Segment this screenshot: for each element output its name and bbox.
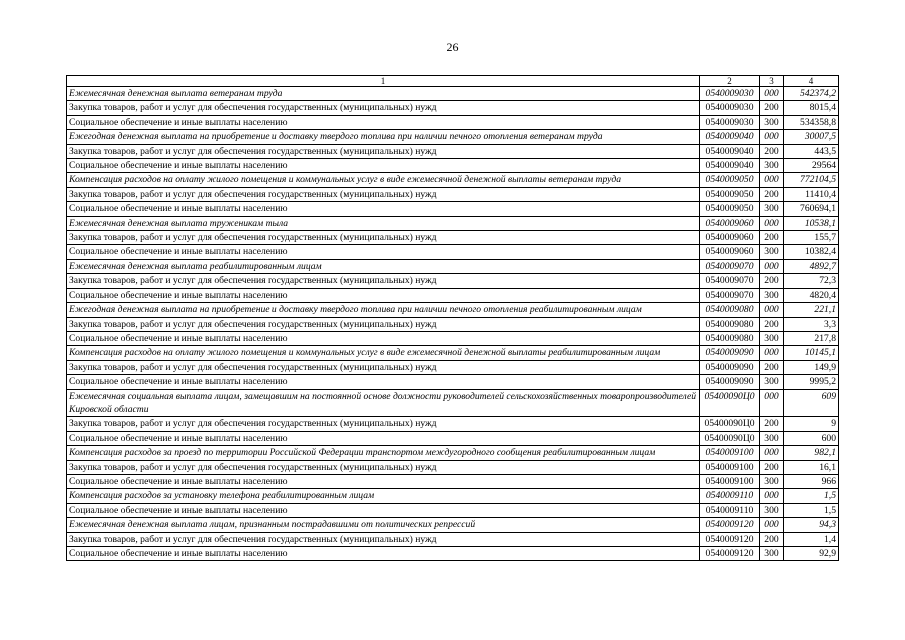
row-target-code: 0540009050 [700,187,760,201]
row-expense-type: 300 [760,547,784,561]
table-body [67,76,839,561]
row-amount: 94,3 [784,518,839,532]
row-target-code: 0540009100 [700,474,760,488]
row-target-code: 0540009090 [700,375,760,389]
header-col-2: 2 [700,76,760,87]
table-row [67,187,839,201]
row-description: Закупка товаров, работ и услуг для обеспечения государственных (муниципальных) нужд [67,532,700,546]
row-description: Социальное обеспечение и иные выплаты населению [67,431,700,445]
row-expense-type: 200 [760,101,784,115]
row-target-code: 0540009090 [700,360,760,374]
row-expense-type: 000 [760,389,784,417]
row-amount: 10145,1 [784,346,839,360]
table-row [67,245,839,259]
table-row [67,87,839,101]
row-amount: 16,1 [784,460,839,474]
row-expense-type: 000 [760,518,784,532]
row-description: Ежемесячная денежная выплата лицам, признанным пострадавшими от политических репрессий [67,518,700,532]
table-row [67,202,839,216]
row-target-code: 0540009100 [700,446,760,460]
row-description: Ежемесячная денежная выплата реабилитированным лицам [67,259,700,273]
row-expense-type: 300 [760,159,784,173]
row-amount: 1,4 [784,532,839,546]
row-description: Закупка товаров, работ и услуг для обеспечения государственных (муниципальных) нужд [67,187,700,201]
row-amount: 760694,1 [784,202,839,216]
row-description: Закупка товаров, работ и услуг для обеспечения государственных (муниципальных) нужд [67,360,700,374]
row-expense-type: 000 [760,87,784,101]
row-expense-type: 200 [760,274,784,288]
header-col-3: 3 [760,76,784,87]
row-amount: 772104,5 [784,173,839,187]
table-row [67,503,839,517]
table-row [67,518,839,532]
row-description: Закупка товаров, работ и услуг для обеспечения государственных (муниципальных) нужд [67,317,700,331]
header-col-1: 1 [67,76,700,87]
row-target-code: 0540009110 [700,489,760,503]
row-amount: 29564 [784,159,839,173]
row-expense-type: 200 [760,317,784,331]
row-expense-type: 200 [760,231,784,245]
row-amount: 149,9 [784,360,839,374]
row-target-code: 0540009060 [700,245,760,259]
row-description: Закупка товаров, работ и услуг для обеспечения государственных (муниципальных) нужд [67,417,700,431]
table-row [67,331,839,345]
row-target-code: 0540009080 [700,331,760,345]
row-amount: 9995,2 [784,375,839,389]
row-description: Ежемесячная денежная выплата труженикам тыла [67,216,700,230]
row-target-code: 0540009090 [700,346,760,360]
row-amount: 1,5 [784,503,839,517]
row-target-code: 0540009110 [700,503,760,517]
table-row [67,115,839,129]
row-target-code: 0540009070 [700,288,760,302]
row-target-code: 0540009060 [700,231,760,245]
row-description: Ежегодная денежная выплата на приобретение и доставку твердого топлива при наличии печного отопления ветеранам труда [67,130,700,144]
row-target-code: 0540009120 [700,518,760,532]
row-description: Социальное обеспечение и иные выплаты населению [67,547,700,561]
row-expense-type: 200 [760,460,784,474]
page-number: 26 [446,40,459,54]
row-expense-type: 300 [760,245,784,259]
row-expense-type: 300 [760,474,784,488]
row-expense-type: 000 [760,130,784,144]
row-target-code: 05400090Ц0 [700,389,760,417]
row-expense-type: 000 [760,446,784,460]
row-target-code: 0540009060 [700,216,760,230]
row-expense-type: 300 [760,375,784,389]
row-amount: 443,5 [784,144,839,158]
row-description: Социальное обеспечение и иные выплаты населению [67,115,700,129]
row-target-code: 0540009050 [700,173,760,187]
row-target-code: 0540009070 [700,259,760,273]
table-row [67,159,839,173]
table-row [67,489,839,503]
row-expense-type: 200 [760,417,784,431]
row-expense-type: 000 [760,259,784,273]
row-target-code: 05400090Ц0 [700,417,760,431]
row-amount: 8015,4 [784,101,839,115]
table-row [67,417,839,431]
header-col-4: 4 [784,76,839,87]
row-description: Социальное обеспечение и иные выплаты населению [67,331,700,345]
row-description: Компенсация расходов за проезд по территории Российской Федерации транспортом междугородного сообщения реабилитированным лицам [67,446,700,460]
row-target-code: 0540009040 [700,130,760,144]
table-row [67,317,839,331]
table-row [67,532,839,546]
row-target-code: 05400090Ц0 [700,431,760,445]
row-target-code: 0540009080 [700,303,760,317]
row-amount: 600 [784,431,839,445]
row-description: Компенсация расходов на оплату жилого помещения и коммунальных услуг в виде ежемесячной денежной выплаты реабилитированным лицам [67,346,700,360]
table-row [67,431,839,445]
row-description: Ежемесячная социальная выплата лицам, замещавшим на постоянной основе должности руководителей сельскохозяйственных товаропроизводителей Кировской области [67,389,700,417]
row-amount: 3,3 [784,317,839,331]
row-description: Ежегодная денежная выплата на приобретение и доставку твердого топлива при наличии печного отопления реабилитированным лицам [67,303,700,317]
row-expense-type: 300 [760,503,784,517]
row-expense-type: 000 [760,173,784,187]
row-target-code: 0540009120 [700,532,760,546]
row-amount: 217,8 [784,331,839,345]
table-row [67,144,839,158]
row-amount: 4820,4 [784,288,839,302]
table-row [67,547,839,561]
row-amount: 10382,4 [784,245,839,259]
table-row [67,389,839,417]
row-amount: 609 [784,389,839,417]
table-row [67,303,839,317]
row-description: Закупка товаров, работ и услуг для обеспечения государственных (муниципальных) нужд [67,101,700,115]
row-amount: 4892,7 [784,259,839,273]
row-expense-type: 200 [760,360,784,374]
row-expense-type: 200 [760,187,784,201]
row-amount: 155,7 [784,231,839,245]
row-amount: 534358,8 [784,115,839,129]
budget-table [66,75,839,561]
row-target-code: 0540009080 [700,317,760,331]
row-description: Социальное обеспечение и иные выплаты населению [67,202,700,216]
row-target-code: 0540009040 [700,159,760,173]
row-amount: 966 [784,474,839,488]
row-target-code: 0540009050 [700,202,760,216]
row-amount: 10538,1 [784,216,839,230]
table-row [67,375,839,389]
row-amount: 92,9 [784,547,839,561]
row-expense-type: 000 [760,489,784,503]
row-target-code: 0540009030 [700,101,760,115]
row-description: Компенсация расходов за установку телефона реабилитированным лицам [67,489,700,503]
row-description: Социальное обеспечение и иные выплаты населению [67,375,700,389]
row-amount: 221,1 [784,303,839,317]
row-description: Социальное обеспечение и иные выплаты населению [67,474,700,488]
row-amount: 982,1 [784,446,839,460]
table-row [67,446,839,460]
row-expense-type: 300 [760,115,784,129]
row-description: Компенсация расходов на оплату жилого помещения и коммунальных услуг в виде ежемесячной денежной выплаты ветеранам труда [67,173,700,187]
row-description: Социальное обеспечение и иные выплаты населению [67,288,700,302]
table-row [67,259,839,273]
row-target-code: 0540009100 [700,460,760,474]
row-description: Закупка товаров, работ и услуг для обеспечения государственных (муниципальных) нужд [67,144,700,158]
row-description: Социальное обеспечение и иные выплаты населению [67,159,700,173]
row-expense-type: 000 [760,303,784,317]
table-row [67,231,839,245]
row-amount: 11410,4 [784,187,839,201]
row-expense-type: 200 [760,144,784,158]
row-expense-type: 300 [760,331,784,345]
row-expense-type: 300 [760,431,784,445]
row-target-code: 0540009040 [700,144,760,158]
table-row [67,460,839,474]
row-description: Закупка товаров, работ и услуг для обеспечения государственных (муниципальных) нужд [67,460,700,474]
table-row [67,101,839,115]
row-expense-type: 200 [760,532,784,546]
row-expense-type: 000 [760,216,784,230]
row-expense-type: 000 [760,346,784,360]
table-row [67,360,839,374]
row-amount: 1,5 [784,489,839,503]
table-header-row [67,76,839,87]
row-target-code: 0540009030 [700,87,760,101]
table-row [67,474,839,488]
row-description: Социальное обеспечение и иные выплаты населению [67,503,700,517]
row-description: Закупка товаров, работ и услуг для обеспечения государственных (муниципальных) нужд [67,274,700,288]
row-description: Ежемесячная денежная выплата ветеранам труда [67,87,700,101]
row-amount: 72,3 [784,274,839,288]
row-amount: 30007,5 [784,130,839,144]
row-target-code: 0540009120 [700,547,760,561]
row-target-code: 0540009070 [700,274,760,288]
table-row [67,346,839,360]
row-description: Социальное обеспечение и иные выплаты населению [67,245,700,259]
row-expense-type: 300 [760,202,784,216]
row-expense-type: 300 [760,288,784,302]
table-row [67,274,839,288]
row-description: Закупка товаров, работ и услуг для обеспечения государственных (муниципальных) нужд [67,231,700,245]
row-amount: 542374,2 [784,87,839,101]
row-amount: 9 [784,417,839,431]
table-row [67,130,839,144]
table-row [67,173,839,187]
table-row [67,288,839,302]
row-target-code: 0540009030 [700,115,760,129]
table-row [67,216,839,230]
